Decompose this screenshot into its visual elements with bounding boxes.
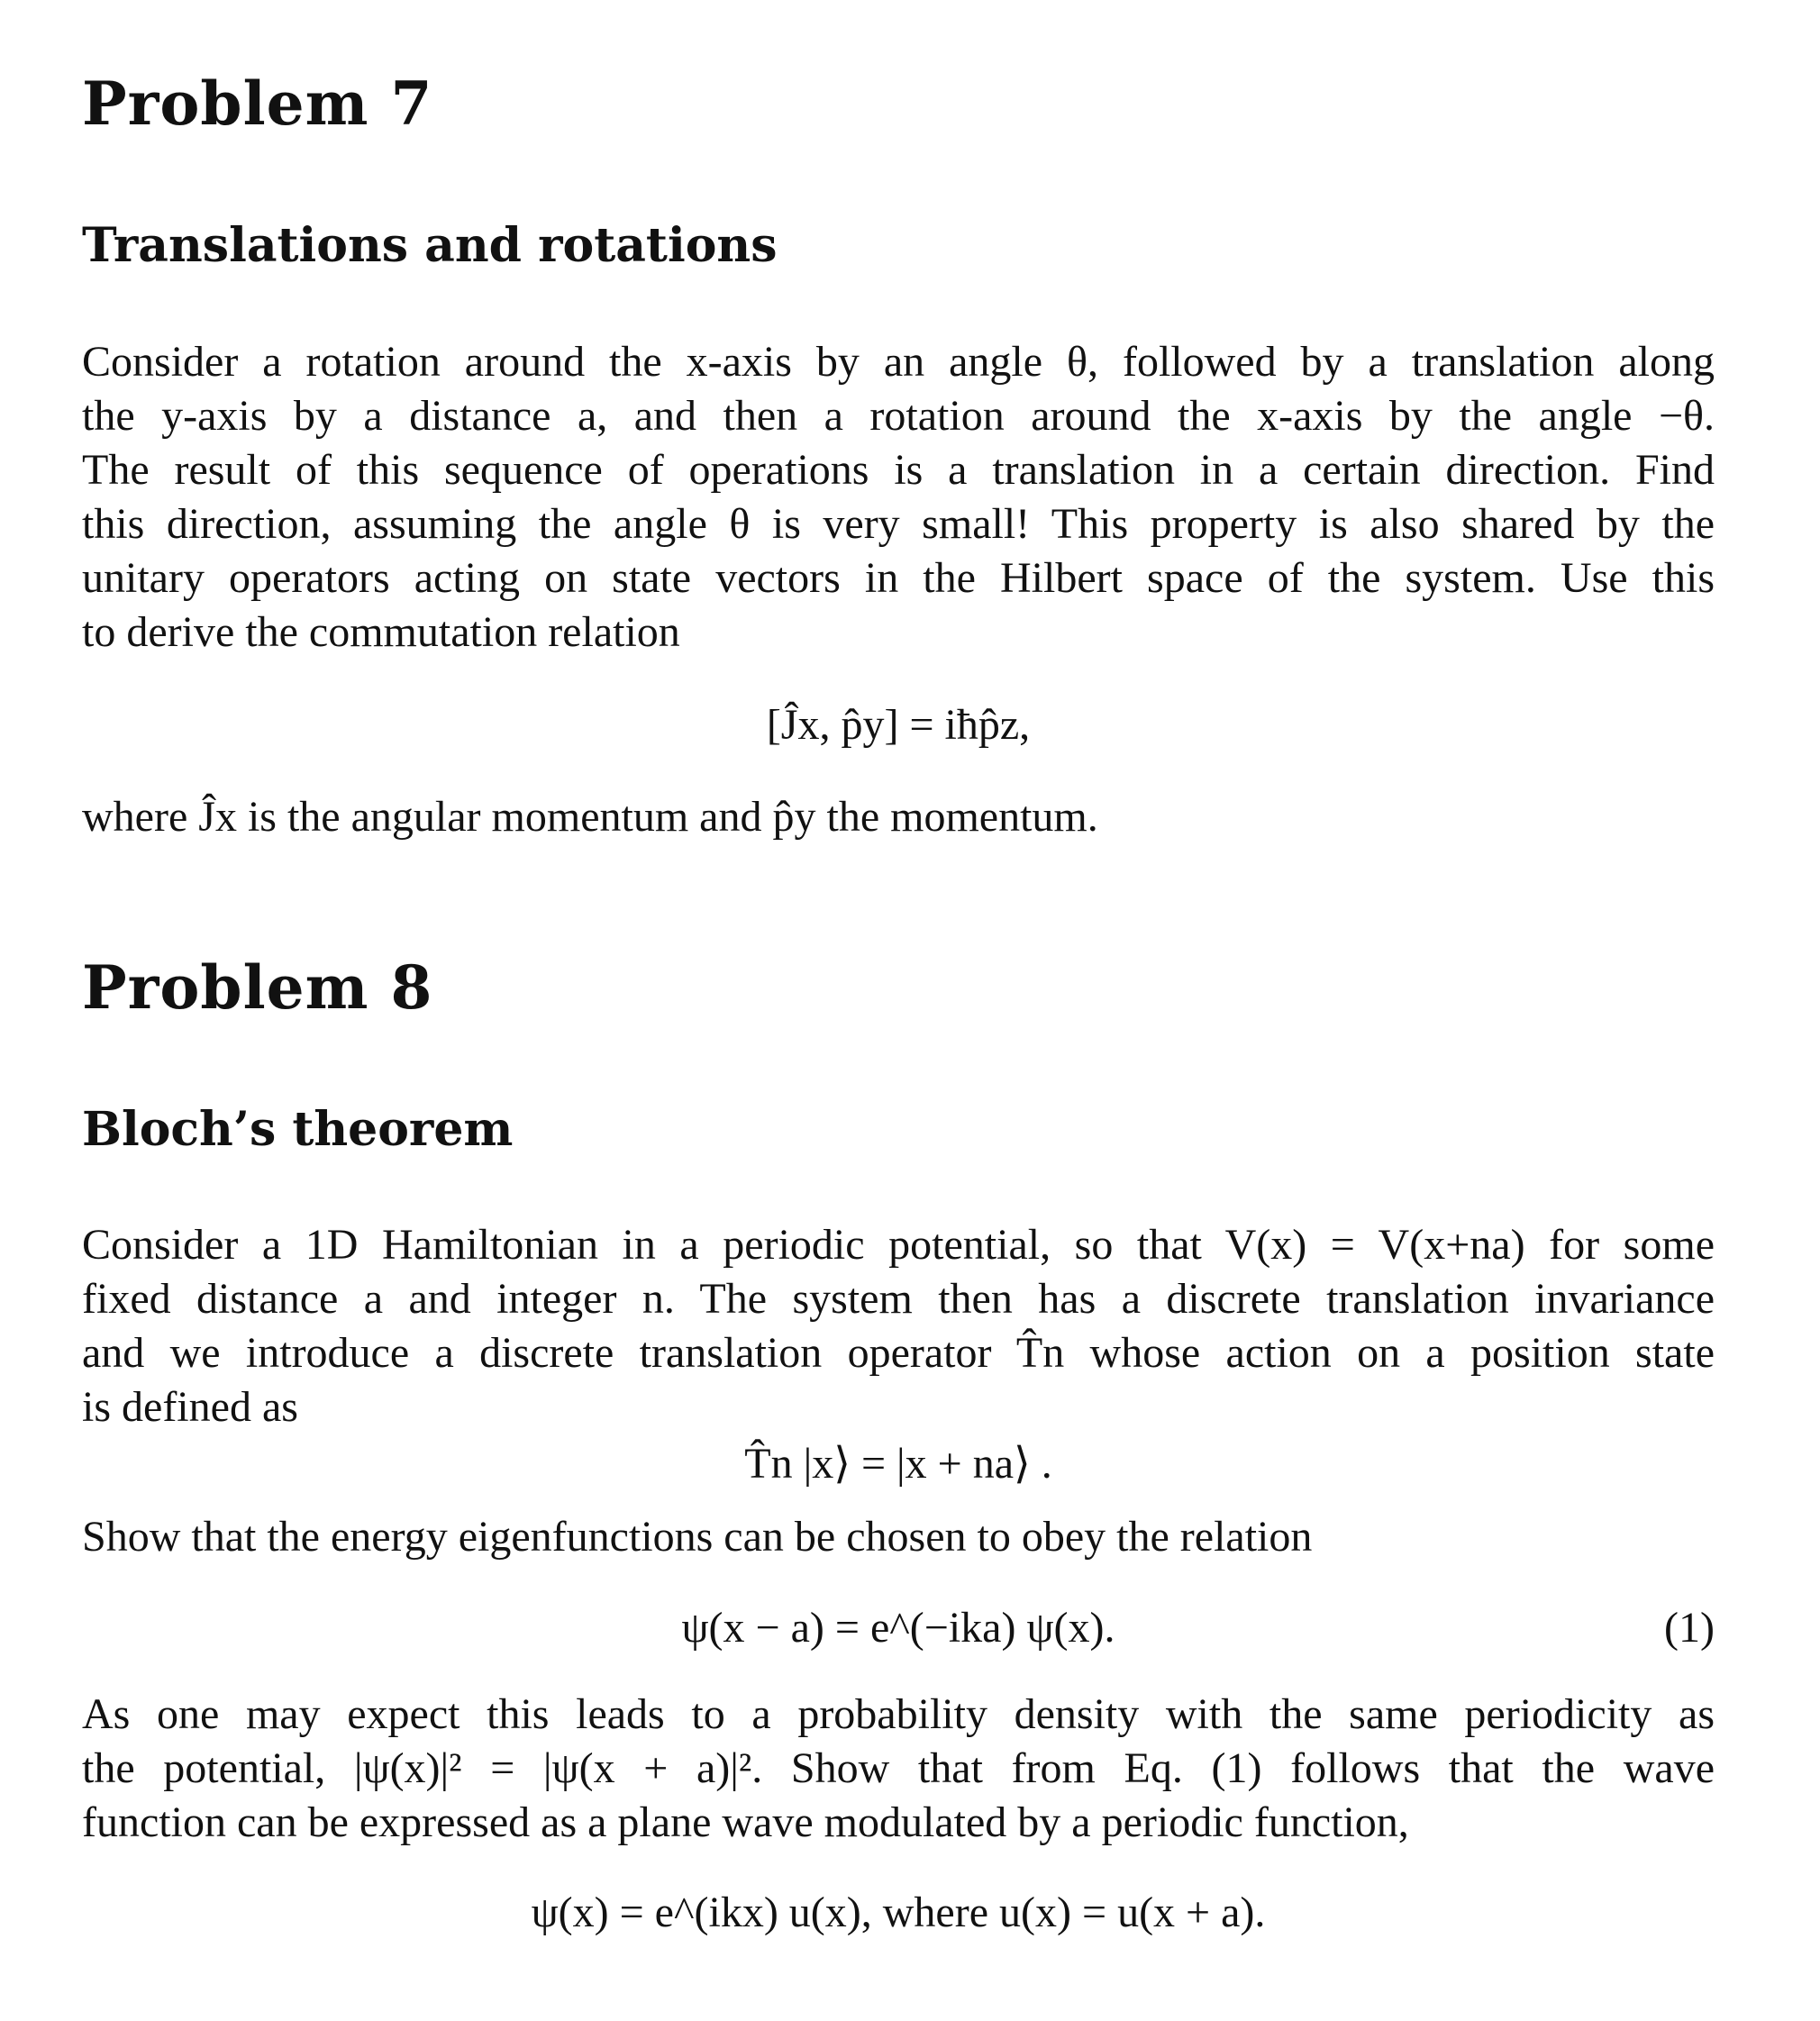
problem-8-line-3: and we introduce a discrete translation operator T̂n whose action on a position state [82,1329,1715,1377]
problem-7-subheading: Translations and rotations [82,218,778,273]
translation-operator-equation: T̂n |x⟩ = |x + na⟩ . [744,1440,1052,1488]
problem-7-heading: Problem 7 [82,68,433,139]
problem-7-line-2: the y-axis by a distance a, and then a rotation around the x-axis by the angle −θ. [82,392,1715,440]
problem-7-line-3: The result of this sequence of operations is a translation in a certain direction. Find [82,446,1715,494]
problem-7-line-4: this direction, assuming the angle θ is very small! This property is also shared by the [82,500,1715,548]
problem-8-line-1: Consider a 1D Hamiltonian in a periodic potential, so that V(x) = V(x+na) for some [82,1221,1715,1269]
problem-8-paragraph-2: Show that the energy eigenfunctions can be chosen to obey the relation [82,1513,1313,1561]
problem-7-line-1: Consider a rotation around the x-axis by an angle θ, followed by a translation along [82,338,1715,386]
problem-8-paragraph-3 [82,1688,1715,1850]
commutation-equation: [Ĵx, p̂y] = iħp̂z, [766,701,1031,749]
problem-8-p3-line-1: As one may expect this leads to a probability density with the same periodicity as [82,1690,1715,1738]
problem-8-heading: Problem 8 [82,952,433,1023]
problem-8-p3-line-2: the potential, |ψ(x)|² = |ψ(x + a)|². Show that from Eq. (1) follows that the wave [82,1744,1715,1792]
problem-7-after-text: where Ĵx is the angular momentum and p̂y the momentum. [82,793,1098,841]
problem-8-p3-line-3: function can be expressed as a plane wave modulated by a periodic function, [82,1798,1409,1846]
problem-8-line-4: is defined as [82,1383,298,1431]
problem-7-text [82,335,1715,660]
problem-7-line-6: to derive the commutation relation [82,608,680,656]
problem-8-subheading: Bloch’s theorem [82,1102,514,1157]
bloch-equation-row [82,1601,1715,1655]
problem-8-line-2: fixed distance a and integer n. The system then has a discrete translation invariance [82,1275,1715,1323]
problem-8-paragraph-1 [82,1218,1715,1434]
bloch-equation: ψ(x − a) = e^(−ika) ψ(x). [681,1604,1115,1652]
problem-7-line-5: unitary operators acting on state vectors in the Hilbert space of the system. Use this [82,554,1715,602]
plane-wave-equation: ψ(x) = e^(ikx) u(x), where u(x) = u(x + a). [531,1889,1266,1936]
equation-number: (1) [1664,1604,1715,1652]
